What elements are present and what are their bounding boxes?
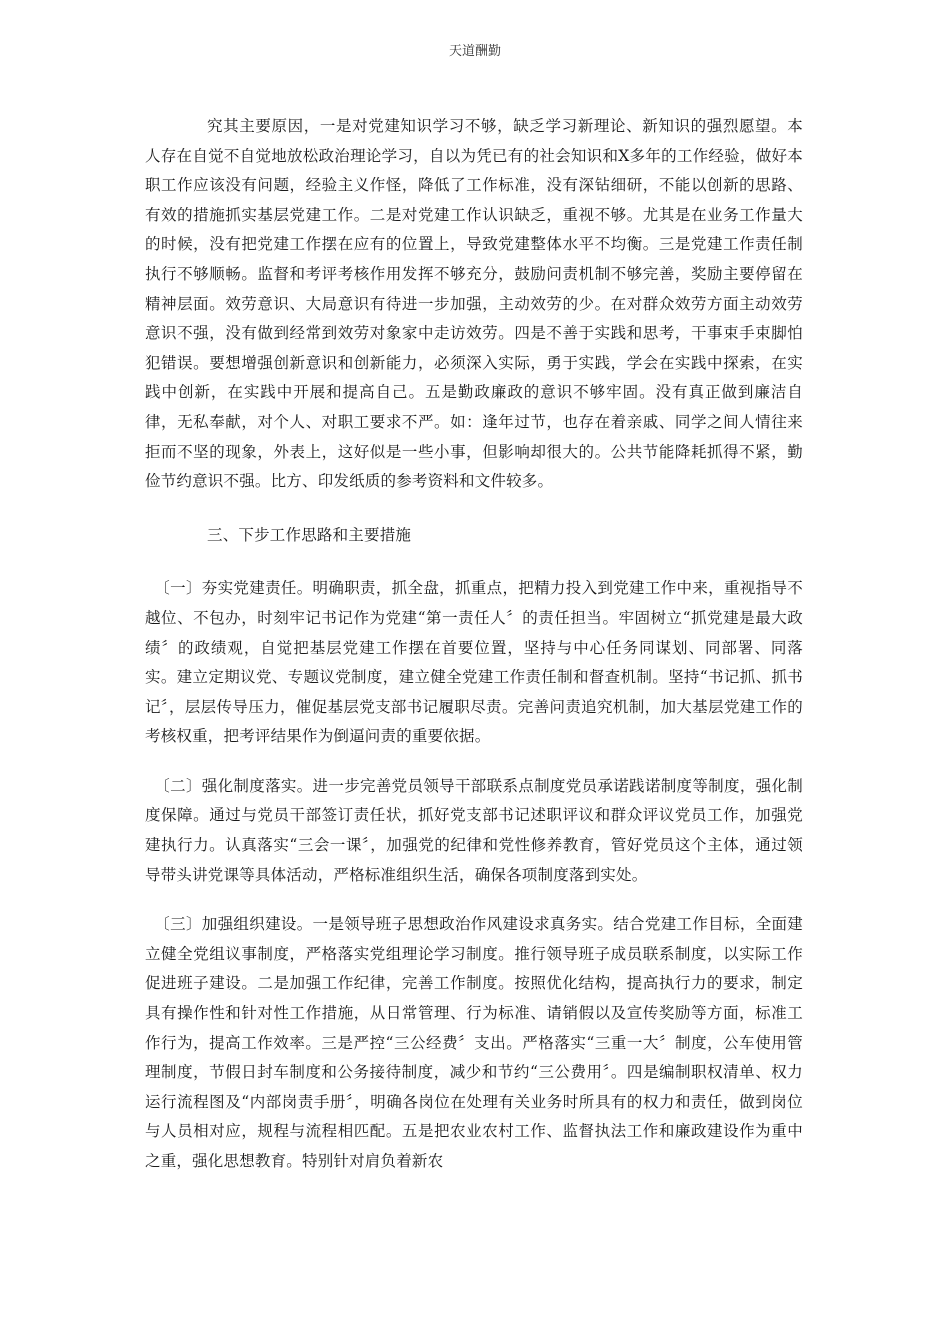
paragraph-measure-2: 〔二〕强化制度落实。进一步完善党员领导干部联系点制度党员承诺践诺制度等制度，强化制度保障。通过与党员干部签订责任状，抓好党支部书记述职评议和群众评议党员工作，加强党建执行力。认真落实“三会一课〞，加强党的纪律和党性修养教育，管好党员这个主体，通过领导带头讲党课等具体活动，严格标准组织生活，确保各项制度落到实处。 [145,776,803,884]
paragraph-measure-1: 〔一〕夯实党建责任。明确职责，抓全盘，抓重点，把精力投入到党建工作中来，重视指导不越位、不包办，时刻牢记书记作为党建“第一责任人〞的责任担当。牢固树立“抓党建是最大政绩〞的政绩观，自觉把基层党建工作摆在首要位置，坚持与中心任务同谋划、同部署、同落实。建立定期议党、专题议党制度，建立健全党建工作责任制和督查机制。坚持“书记抓、抓书记〞，层层传导压力，催促基层党支部书记履职尽责。完善问责追究机制，加大基层党建工作的考核权重，把考评结果作为倒逼问责的重要依据。 [145,579,803,746]
document-body [145,112,803,1177]
paragraph-causes: 究其主要原因，一是对党建知识学习不够，缺乏学习新理论、新知识的强烈愿望。本人存在自觉不自觉地放松政治理论学习，自以为凭已有的社会知识和X多年的工作经验，做好本职工作应该没有问题，经验主义作怪，降低了工作标准，没有深钻细研，不能以创新的思路、有效的措施抓实基层党建工作。二是对党建工作认识缺乏，重视不够。尤其是在业务工作量大的时候，没有把党建工作摆在应有的位置上，导致党建整体水平不均衡。三是党建工作责任制执行不够顺畅。监督和考评考核作用发挥不够充分，鼓励问责机制不够完善，奖励主要停留在精神层面。效劳意识、大局意识有待进一步加强，主动效劳的少。在对群众效劳方面主动效劳意识不强，没有做到经常到效劳对象家中走访效劳。四是不善于实践和思考，干事束手束脚怕犯错误。要想增强创新意识和创新能力，必须深入实际，勇于实践，学会在实践中探索，在实践中创新，在实践中开展和提高自己。五是勤政廉政的意识不够牢固。没有真正做到廉洁自律，无私奉献，对个人、对职工要求不严。如：逢年过节，也存在着亲戚、同学之间人情往来拒而不坚的现象，外表上，这好似是一些小事，但影响却很大的。公共节能降耗抓得不紧，勤俭节约意识不强。比方、印发纸质的参考资料和文件较多。 [145,117,803,491]
section-heading: 三、下步工作思路和主要措施 [207,525,412,544]
paragraph-measure-3: 〔三〕加强组织建设。一是领导班子思想政治作风建设求真务实。结合党建工作目标，全面建立健全党组议事制度，严格落实党组理论学习制度。推行领导班子成员联系制度，以实际工作促进班子建设。二是加强工作纪律，完善工作制度。按照优化结构，提高执行力的要求，制定具有操作性和针对性工作措施，从日常管理、行为标准、请销假以及宣传奖励等方面，标准工作行为，提高工作效率。三是严控“三公经费〞支出。严格落实“三重一大〞制度，公车使用管理制度，节假日封车制度和公务接待制度，减少和节约“三公费用〞。四是编制职权清单、权力运行流程图及“内部岗责手册〞，明确各岗位在处理有关业务时所具有的权力和责任，做到岗位与人员相对应，规程与流程相匹配。五是把农业农村工作、监督执法工作和廉政建设作为重中之重，强化思想教育。特别针对肩负着新农 [145,915,803,1170]
page-header: 天道酬勤 [448,44,501,59]
